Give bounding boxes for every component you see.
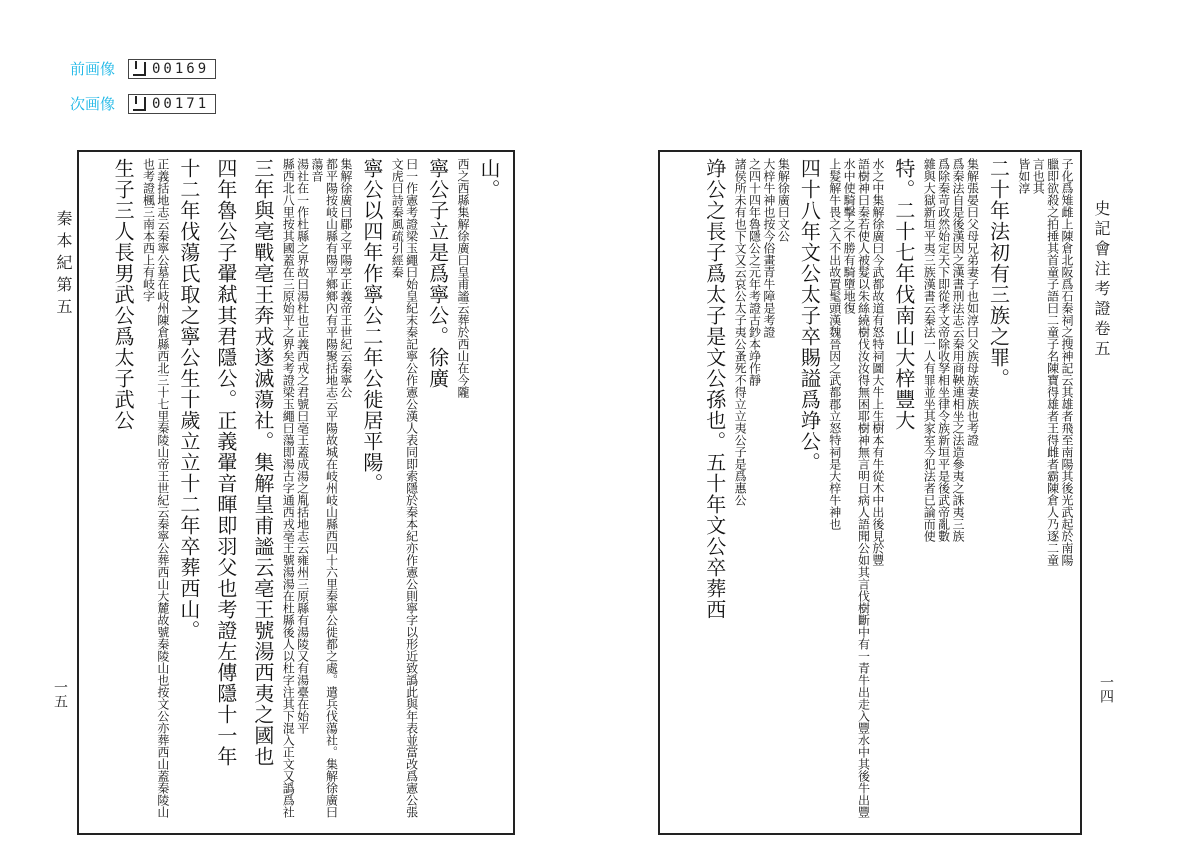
next-image-code: 00171 (152, 95, 210, 112)
text-column: 都平陽按岐山縣有陽平鄉鄉內有平陽聚括地志云平陽故城在岐州岐山縣西四十六里秦寧公徙都之處。遣兵伐蕩社。集解徐廣曰蕩音 (310, 158, 339, 818)
text-column: 上髮解牛畏之入不出故置髦頭漢魏晉因之武都郡立怒特祠是大梓牛神也 (827, 158, 842, 530)
right-folio: 一四 (1098, 675, 1114, 703)
next-image-button[interactable] (128, 94, 216, 114)
text-column: 集解徐廣曰郿之平陽亭正義帝王世紀云秦寧公 (338, 158, 353, 398)
text-column: 寧公以四年作寧公二年公徙居平陽。 (359, 158, 384, 494)
text-column: 山。 (477, 158, 501, 200)
text-column: 之四十四年魯隱公之元年考證古鈔本竫作靜 (747, 158, 762, 386)
text-column: 湯社在一作杜縣之界故曰湯杜也正義西戎之君號曰亳王蓋成湯之胤括地志云雍州三原縣有湯陵又有湯臺在始平 (295, 158, 310, 734)
text-column: 縣西北八里按其國蓋在三原始平之界矣考證梁玉繩曰蕩即湯古字通西戎亳王號湯湯在杜縣後人以杜字注其下混入正文又譌爲社 (281, 158, 296, 818)
text-column: 生子三人長男武公爲太子武公 (111, 158, 136, 431)
left-page (77, 150, 515, 835)
text-column: 曰一作憲考證梁玉繩曰始皇紀末秦記寧公作憲公漢人表同即索隱於秦本紀亦作憲公則寧字以形近致譌此與年表並當改爲憲公張文虎曰詩秦風疏引經秦 (390, 158, 419, 818)
next-image-link[interactable]: 次画像 (70, 95, 116, 113)
text-column: 四十八年文公太子卒賜謚爲竫公。 (797, 158, 822, 473)
text-column: 爲秦法自是後漢因之漢書刑法志云秦用商鞅連相坐之法造參夷之誅夷三族 (951, 158, 966, 542)
page-glyph-icon (133, 62, 146, 76)
text-column: 集解徐廣曰文公 (776, 158, 791, 242)
text-column: 大梓牛神也按今俗畫青牛障是考證 (761, 158, 776, 338)
page-glyph-icon (133, 97, 146, 111)
text-column: 子化爲雉雌上陳倉北阪爲石秦祠之搜神記云其雄者飛至南陽其後光武起於南陽 (1060, 158, 1074, 566)
text-column: 臘即欲殺之拍捶其首童子語曰二童子名陳寶得雄者王得雌者霸陳倉人乃逐二童 (1045, 158, 1060, 566)
prev-image-button[interactable] (128, 59, 216, 79)
text-column: 皆如淳 (1016, 158, 1031, 194)
text-column: 諸侯所未有也下文又云哀公太子夷公蚤死不得立立夷公子是爲惠公 (733, 158, 748, 506)
text-column: 十二年伐蕩氏取之寧公生十歲立立十二年卒葬西山。 (176, 158, 201, 641)
text-column: 雜與大獄新垣平夷三族漢書云秦法一人有罪並坐其家室今犯法者已論而使 (922, 158, 937, 542)
text-column: 集解張晏曰父母兄弟妻子也如淳曰父族母族妻族也考證 (965, 158, 980, 446)
prev-image-link[interactable]: 前画像 (70, 60, 116, 78)
prev-image-code: 00169 (152, 60, 210, 77)
right-page-text (666, 158, 1074, 827)
text-column: 特。二十七年伐南山大梓豐大 (891, 158, 916, 431)
text-column: 四年魯公子翬弒其君隱公。正義翬音暉即羽父也考證左傳隱十一年 (213, 158, 238, 767)
text-column: 語樹神曰秦若使人被髮以朱絲繞樹伐汝汝得無困耶樹神無言明日病人語聞公如其言伐樹斷中有一青牛出走入豐水中其後牛出豐水中使騎擊之不勝有騎墮地復 (842, 158, 871, 818)
text-column: 二十年法初有三族之罪。 (986, 158, 1011, 389)
right-page (658, 150, 1082, 835)
left-folio: 一五 (52, 680, 68, 708)
text-column: 竫公之長子爲太子是文公孫也。五十年文公卒葬西 (702, 158, 727, 620)
text-column: 言也其 (1031, 158, 1046, 194)
left-running-head: 秦本紀第五 (54, 210, 73, 320)
left-page-text (85, 158, 507, 827)
text-column: 三年與亳戰亳王奔戎遂滅蕩社。集解皇甫謐云亳王號湯西夷之國也 (250, 158, 275, 767)
next-image-nav (70, 93, 216, 114)
right-running-head: 史記會注考證卷五 (1092, 200, 1111, 360)
text-column: 正義括地志云秦寧公墓在岐州陳倉縣西北三十七里秦陵山帝王世紀云秦寧公葬西山大麓故號秦陵山也按文公亦葬西山蓋秦陵山也考證楓三南本西上有岐字 (141, 158, 170, 818)
text-column: 寧公子立是爲寧公。徐廣 (425, 158, 450, 389)
text-column: 爲除秦苛政然始定天下即從孝文帝除收孥相坐律令族新垣平是後武帝亂數 (936, 158, 951, 542)
text-column: 水之中集解徐廣曰今武都故道有怒特祠圖大牛上生樹本有牛從木中出後見於豐 (870, 158, 885, 566)
text-column: 西之西縣集解徐廣曰皇甫謐云葬於西山在今隴 (456, 158, 470, 398)
prev-image-nav (70, 58, 216, 79)
